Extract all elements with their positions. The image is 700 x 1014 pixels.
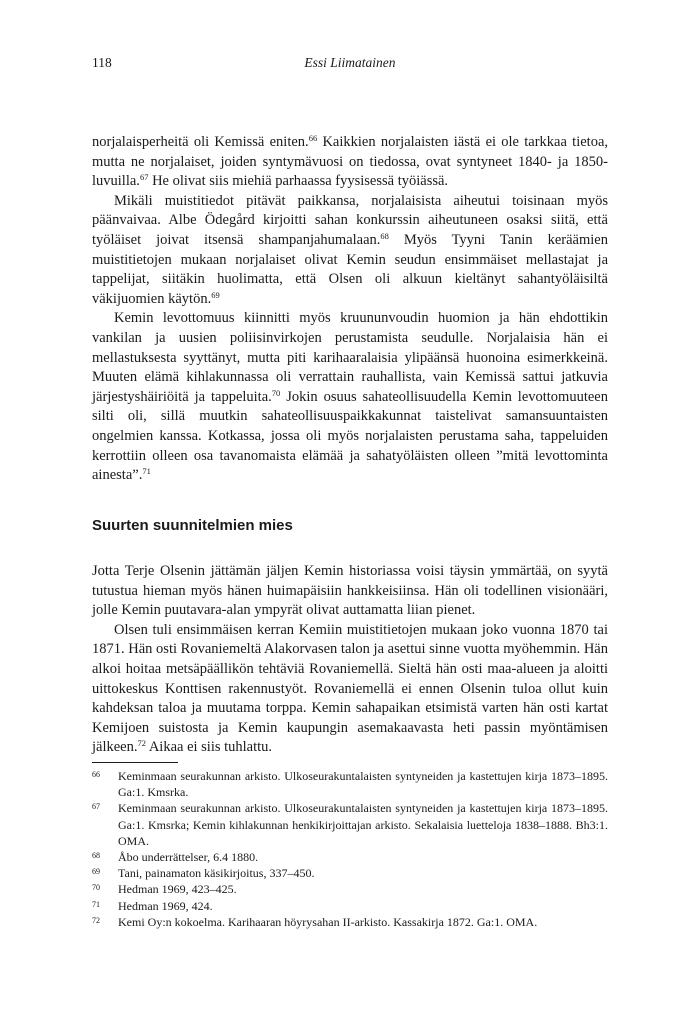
- footnote: [92, 800, 608, 849]
- paragraph: [92, 192, 608, 310]
- footnote-ref[interactable]: 66: [308, 133, 318, 143]
- paragraph-text: Jokin osuus sahateollisuudella Kemin levottomuuteen silti oli, sillä muutkin sahateollisuuspaikkakunnat taistelivat samansuuntaisten ongelmien kanssa. Kotkassa, jossa oli myös norjalaisten perustama saha, tappeluiden kerrottiin olleen osa tavanomaista elämää ja sahatyöläisten olleen ”mitä levottominta ainesta”.: [92, 388, 608, 484]
- paragraph-text: Myös Tyyni Tanin keräämien muistitietojen mukaan norjalaiset olivat Kemin seudun ensimmäiset mellastajat ja tappelijat, siitäkin huolimatta, että Olsen oli alkuun kieltänyt sahantyöläisiltä väkijuomien käytön.: [92, 231, 608, 307]
- section-heading: Suurten suunnitelmien mies: [92, 517, 293, 534]
- paragraph-text: He olivat siis miehiä parhaassa fyysisessä työiässä.: [148, 173, 449, 190]
- paragraph-text: norjalaisperheitä oli Kemissä eniten.: [92, 134, 309, 150]
- body-text-upper: [92, 133, 608, 486]
- footnote-text: Åbo underrättelser, 6.4 1880.: [118, 850, 259, 865]
- footnote-ref[interactable]: 70: [271, 387, 281, 398]
- paragraph: [92, 133, 608, 192]
- footnote-text: Keminmaan seurakunnan arkisto. Ulkoseurakuntalaisten syntyneiden ja kastettujen kirja 1873–1895. Ga:1. Kmsrka.: [118, 769, 608, 800]
- paragraph-text: Olsen tuli ensimmäisen kerran Kemiin muistitietojen mukaan joko vuonna 1870 tai 1871. Hän osti Rovaniemeltä Alakorvasen talon ja asettui sinne vuotta myöhemmin. Hän alkoi hoitaa metsäpäällikön tehtäviä Rovaniemellä. Sieltä hän osti maa-alueen ja aloitti uittokeskus Konttisen rakennustyöt. Rovaniemellä ei ennen Olsenin tuloa ollut kuin kahdeksan taloa ja muutama torppa. Kemin sahapaikan etsimistä varten hän osti kartat Kemijoen suistosta ja Kemin kaupungin asemakaavasta heti passin myöntämisen jälkeen.: [92, 621, 608, 756]
- paragraph-text: Mikäli muistitiedot pitävät paikkansa, norjalaisista aiheutui toisinaan myös päänvaivaa. Albe Ödegård kirjoitti sahan konkurssin aiheutuneen osaksi siitä, että työläiset joivat itsensä shampanjahumalaan.: [92, 192, 608, 248]
- running-head-author: Essi Liimatainen: [304, 55, 396, 70]
- footnote-ref[interactable]: 71: [142, 466, 151, 477]
- footnote-text: Kemi Oy:n kokoelma. Karihaaran höyrysahan II-arkisto. Kassakirja 1872. Ga:1. OMA.: [118, 914, 538, 929]
- paragraph-text: Kaikkien norjalaisten iästä ei ole tarkkaa tietoa, mutta ne norjalaiset, joiden syntymävuosi on tiedossa, ovat syntyneet 1840- ja 1850-luvuilla.: [92, 134, 608, 190]
- running-head: [92, 55, 608, 73]
- footnote-ref[interactable]: 68: [380, 230, 389, 241]
- footnote: [92, 898, 608, 914]
- footnote-ref[interactable]: 69: [211, 289, 220, 300]
- footnote: [92, 768, 608, 800]
- paragraph-text: Aikaa ei siis tuhlattu.: [146, 739, 273, 756]
- paragraph: [92, 309, 608, 485]
- body-text-lower: [92, 562, 608, 758]
- footnote-text: Hedman 1969, 423–425.: [118, 882, 237, 897]
- paragraph: [92, 621, 608, 758]
- footnote-divider: [92, 762, 178, 763]
- footnote: [92, 881, 608, 897]
- footnote: [92, 865, 608, 881]
- footnote-ref[interactable]: 67: [139, 172, 149, 183]
- footnote-number: 70: [92, 883, 100, 893]
- footnote-number: 71: [92, 899, 100, 909]
- paragraph: [92, 562, 608, 621]
- footnotes: [92, 768, 608, 930]
- paragraph-text: Kemin levottomuus kiinnitti myös kruununvoudin huomion ja hän ehdottikin vankilan ja uusien poliisinvirkojen perustamista seudulle. Norjalaisia hän ei mellastuksesta syyttänyt, mutta piti karihaaralaisia ylipäänsä huonoina esimerkkeinä. Muuten elämä kihlakunnassa oli verrattain rauhallista, vain Kemissä sattui jatkuvia järjestyshäiriöitä ja tappeluita.: [92, 310, 608, 405]
- footnote-number: 68: [92, 851, 100, 861]
- footnote-text: Tani, painamaton käsikirjoitus, 337–450.: [118, 866, 315, 881]
- page-number: 118: [92, 55, 112, 70]
- footnote-number: 72: [92, 915, 100, 925]
- footnote-number: 69: [92, 867, 100, 877]
- paragraph-text: Jotta Terje Olsenin jättämän jäljen Kemin historiassa voisi täysin ymmärtää, on syytä tutustua hieman myös hänen huimapäisiin hankkeisiinsa. Hän oli todellinen visionääri, jolle Kemin puutavara-alan ympyrät olivat auttamatta liian pienet.: [92, 563, 608, 619]
- footnote-number: 66: [92, 770, 100, 779]
- footnote: [92, 849, 608, 865]
- footnote-text: Hedman 1969, 424.: [118, 898, 213, 913]
- footnote: [92, 914, 608, 930]
- footnote-ref[interactable]: 72: [137, 738, 146, 749]
- footnote-number: 67: [92, 802, 100, 812]
- footnote-text: Keminmaan seurakunnan arkisto. Ulkoseurakuntalaisten syntyneiden ja kastettujen kirja 1873–1895. Ga:1. Kmsrka; Kemin kihlakunnan henkikirjoittajan arkisto. Sekalaisia luetteloja 1838–1888. Bh3:1. OMA.: [118, 801, 608, 848]
